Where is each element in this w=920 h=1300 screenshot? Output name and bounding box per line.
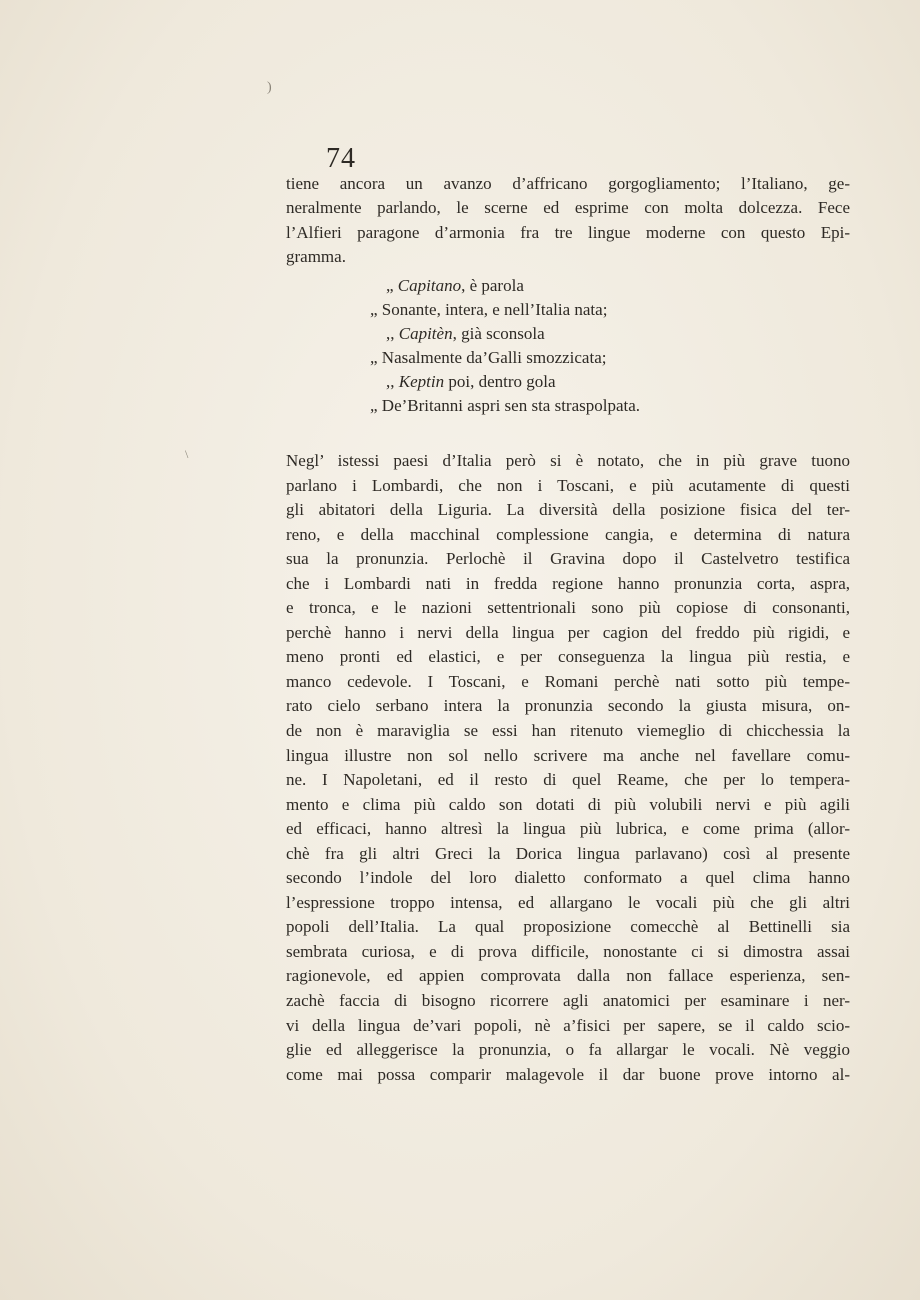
text-line: manco cedevole. I Toscani, e Romani perchè nati sotto più tempe- — [286, 671, 850, 691]
text-line: parlano i Lombardi, che non i Toscani, e più acutamente di questi — [286, 475, 850, 495]
text-line: de non è maraviglia se essi han ritenuto viemeglio di chicchessia la — [286, 721, 850, 741]
text-line: mento e clima più caldo son dotati di più volubili nervi e più agili — [286, 794, 850, 814]
text-line: che i Lombardi nati in fredda regione hanno pronunzia corta, aspra, — [286, 573, 850, 593]
text-line: tiene ancora un avanzo d’affricano gorgogliamento; l’Italiano, ge- — [286, 174, 850, 193]
verse-line: „ Nasalmente da’Galli smozzicata; — [370, 348, 607, 367]
text-line: zachè faccia di bisogno ricorrere agli anatomici per esaminare i ner- — [286, 991, 850, 1011]
text-line: lingua illustre non sol nello scrivere ma anche nel favellare comu- — [286, 745, 850, 765]
text-line: gramma. — [286, 247, 346, 267]
text-line: Negl’ istessi paesi d’Italia però si è notato, che in più grave tuono — [286, 451, 850, 470]
text-line: sembrata curiosa, e di prova difficile, nonostante ci si dimostra assai — [286, 941, 850, 961]
text-line: meno pronti ed elastici, e per conseguenza la lingua più restia, e — [286, 647, 850, 667]
text-line: popoli dell’Italia. La qual proposizione comecchè al Bettinelli sia — [286, 917, 850, 937]
text-line: come mai possa comparir malagevole il dar buone prove intorno al- — [286, 1064, 850, 1084]
text-line: gli abitatori della Liguria. La diversità della posizione fisica del ter- — [286, 500, 850, 520]
margin-mark-top: ) — [267, 80, 272, 95]
text-line: l’espressione troppo intensa, ed allargano le vocali più che gli altri — [286, 892, 850, 912]
margin-mark-left: \ — [185, 447, 189, 461]
text-line: neralmente parlando, le scerne ed esprime con molta dolcezza. Fece — [286, 198, 850, 218]
text-line: ed efficaci, hanno altresì la lingua più lubrica, e come prima (allor- — [286, 819, 850, 839]
verse-line: „ De’Britanni aspri sen sta straspolpata. — [370, 396, 641, 415]
text-line: secondo l’indole del loro dialetto conformato a quel clima hanno — [286, 868, 850, 888]
text-line: vi della lingua de’vari popoli, nè a’fisici per sapere, se il caldo scio- — [286, 1015, 850, 1035]
text-line: sua la pronunzia. Perlochè il Gravina dopo il Castelvetro testifica — [286, 549, 850, 569]
text-line: glie ed alleggerisce la pronunzia, o fa allargar le vocali. Nè veggio — [286, 1040, 850, 1060]
text-line: perchè hanno i nervi della lingua per cagion del freddo più rigidi, e — [286, 622, 850, 642]
text-line: e tronca, e le nazioni settentrionali sono più copiose di consonanti, — [286, 598, 850, 618]
text-line: rato cielo serbano intera la pronunzia secondo la giusta misura, on- — [286, 696, 850, 716]
text-line: ragionevole, ed appien comprovata dalla non fallace esperienza, sen- — [286, 966, 850, 986]
text-line: l’Alfieri paragone d’armonia fra tre lingue moderne con questo Epi- — [286, 222, 850, 242]
verse-line: ,, Capitèn, già sconsola — [386, 324, 545, 343]
page-number: 74 — [326, 143, 356, 174]
body-paragraph — [286, 449, 850, 1087]
intro-paragraph — [286, 172, 850, 270]
verse-line: „ Sonante, intera, e nell’Italia nata; — [370, 300, 608, 319]
text-line: chè fra gli altri Greci la Dorica lingua parlavano) così al presente — [286, 843, 850, 863]
text-line: ne. I Napoletani, ed il resto di quel Reame, che per lo tempera- — [286, 770, 850, 790]
verse-line: „ Capitano, è parola — [386, 276, 524, 295]
verse-line: ,, Keptin poi, dentro gola — [386, 372, 556, 391]
text-line: reno, e della macchinal complessione cangia, e determina di natura — [286, 524, 850, 544]
